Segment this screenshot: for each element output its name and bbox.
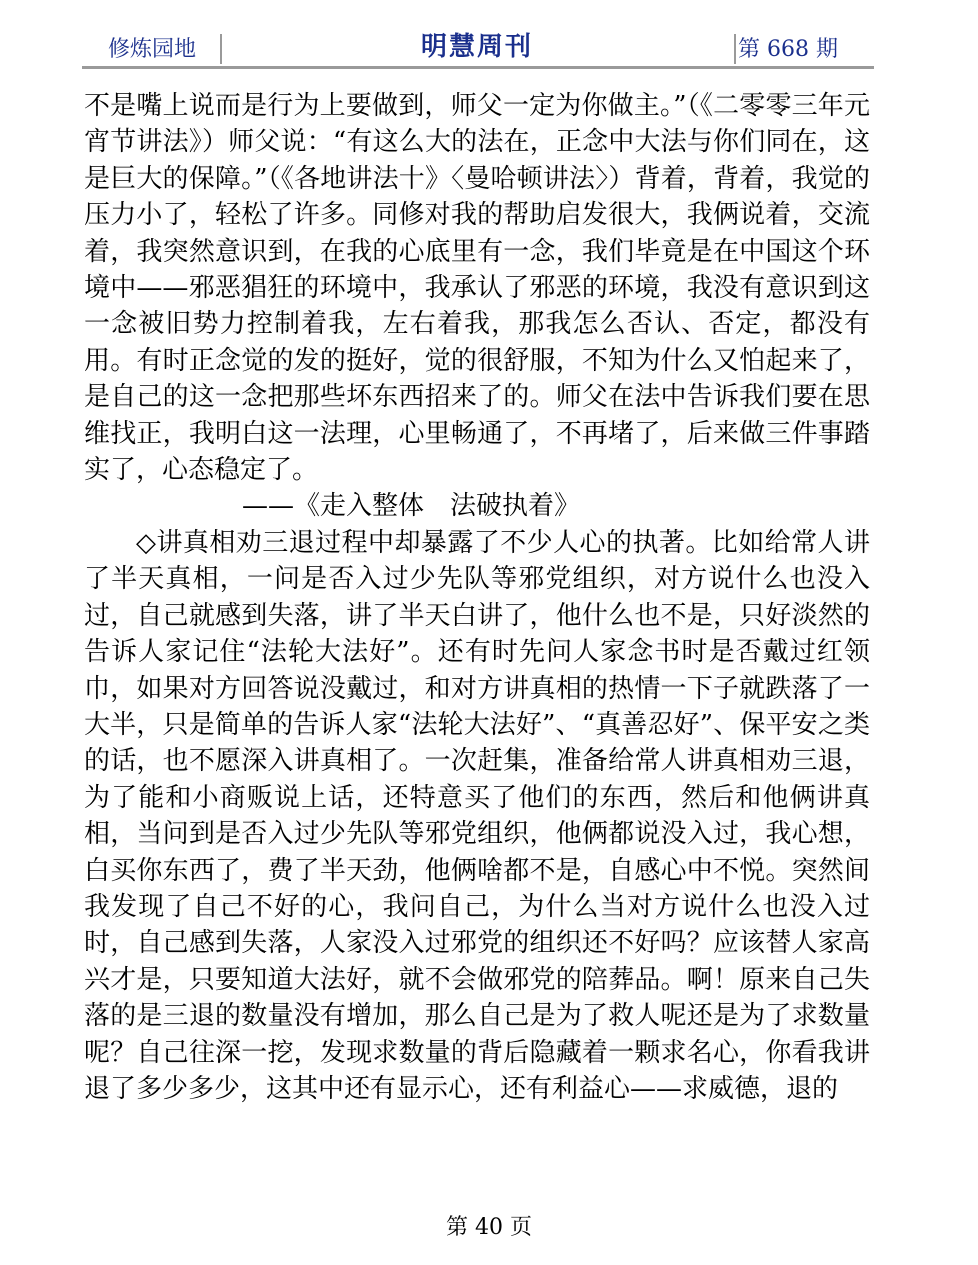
header-rule bbox=[82, 66, 874, 69]
header-divider-right bbox=[734, 34, 736, 64]
article-body bbox=[84, 88, 870, 1107]
publication-title: 明慧周刊 bbox=[420, 32, 533, 62]
page-number: 第 40 页 bbox=[446, 1215, 532, 1240]
paragraph-1: 不是嘴上说而是行为上要做到，师父一定为你做主。”（《二零零三年元宵节讲法》）师父说：“有这么大的法在，正念中大法与你们同在，这是巨大的保障。”（《各地讲法十》〈曼哈顿讲法〉）背着，背着，我觉的压力小了，轻松了许多。同修对我的帮助启发很大，我俩说着，交流着，我突然意识到，在我的心底里有一念，我们毕竟是在中国这个环境中——邪恶猖狂的环境中，我承认了邪恶的环境，我没有意识到这一念被旧势力控制着我，左右着我，那我怎么否认、否定，都没有用。有时正念觉的发的挺好，觉的很舒服，不知为什么又怕起来了，是自己的这一念把那些坏东西招来了的。师父在法中告诉我们要在思维找正，我明白这一法理，心里畅通了，不再堵了，后来做三件事踏实了，心态稳定了。 bbox=[84, 91, 870, 486]
source-citation: ——《走入整体 法破执着》 bbox=[242, 491, 581, 522]
section-title: 修炼园地 bbox=[108, 37, 197, 62]
issue-number: 第 668 期 bbox=[738, 37, 838, 62]
paragraph-2: ◇讲真相劝三退过程中却暴露了不少人心的执著。比如给常人讲了半天真相，一问是否入过少先队等邪党组织，对方说什么也没入过，自己就感到失落，讲了半天白讲了，他什么也不是，只好淡然的告诉人家记住“法轮大法好”。还有时先问人家念书时是否戴过红领巾，如果对方回答说没戴过，和对方讲真相的热情一下子就跌落了一大半，只是简单的告诉人家“法轮大法好”、“真善忍好”、保平安之类的话，也不愿深入讲真相了。一次赶集，准备给常人讲真相劝三退，为了能和小商贩说上话，还特意买了他们的东西，然后和他俩讲真相，当问到是否入过少先队等邪党组织，他俩都说没入过，我心想，白买你东西了，费了半天劲，他俩啥都不是，自感心中不悦。突然间我发现了自己不好的心，我问自己，为什么当对方说什么也没入过时，自己感到失落，人家没入过邪党的组织还不好吗？应该替人家高兴才是，只要知道大法好，就不会做邪党的陪葬品。啊！原来自己失落的是三退的数量没有增加，那么自己是为了救人呢还是为了求数量呢？自己往深一挖，发现求数量的背后隐藏着一颗求名心，你看我讲退了多少多少，这其中还有显示心，还有利益心——求威德，退的 bbox=[84, 527, 870, 1104]
page-header bbox=[82, 24, 872, 68]
